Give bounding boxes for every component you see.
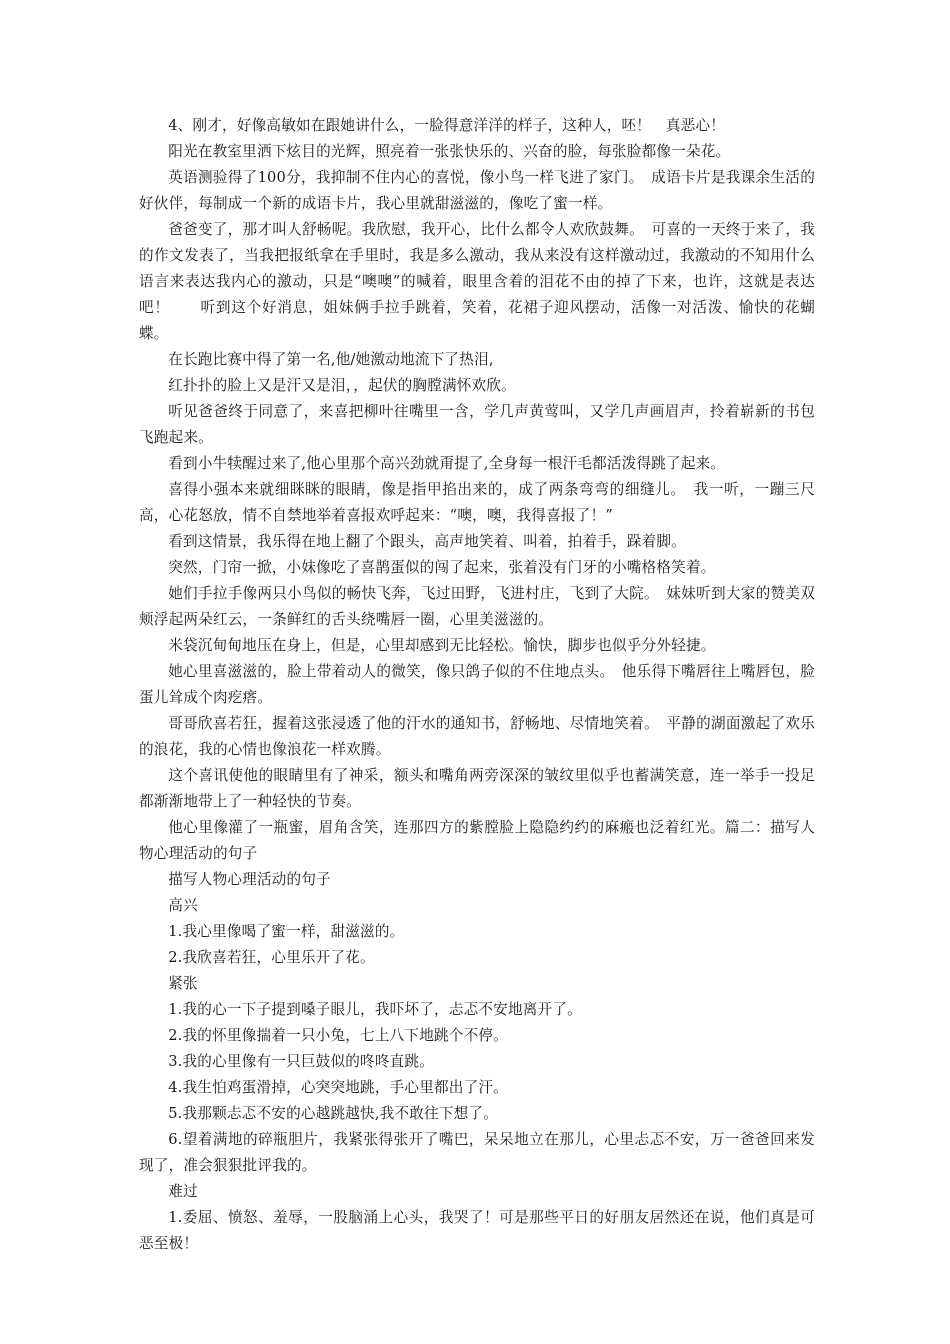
paragraph: 阳光在教室里洒下炫目的光辉，照亮着一张张快乐的、兴奋的脸，每张脸都像一朵花。 [168,143,731,160]
paragraph: 她心里喜滋滋的，脸上带着动人的微笑，像只鸽子似的不住地点头。 他乐得下嘴唇往上嘴唇包，脸蛋儿耸成个肉疙瘩。 [139,663,815,706]
paragraph: 红扑扑的脸上又是汗又是泪，，起伏的胸膛满怀欢欣。 [168,377,516,394]
paragraph: 哥哥欣喜若狂，握着这张浸透了他的汗水的通知书，舒畅地、尽情地笑着。 平静的湖面激起了欢乐的浪花，我的心情也像浪花一样欢腾。 [139,715,815,758]
document-page [139,113,815,1257]
list-item: 6.望着满地的碎瓶胆片，我紧张得张开了嘴巴，呆呆地立在那儿，心里忐忑不安，万一爸爸回来发现了，准会狠狠批评我的。 [139,1131,815,1174]
list-item: 1.我的心一下子提到嗓子眼儿，我吓坏了，忐忑不安地离开了。 [168,1001,582,1018]
category-heading: 紧张 [168,975,198,992]
category-heading: 难过 [168,1183,198,1200]
list-item: 2.我的怀里像揣着一只小兔，七上八下地跳个不停。 [168,1027,508,1044]
paragraph: 在长跑比赛中得了第一名,他/她激动地流下了热泪, [168,351,494,368]
paragraph: 爸爸变了，那才叫人舒畅呢。我欣慰，我开心，比什么都令人欢欣鼓舞。 可喜的一天终于来了，我的作文发表了，当我把报纸拿在手里时，我是多么激动，我从来没有这样激动过，我激动的不知用什么语言来表达我内心的激动，只是“噢噢”的喊着，眼里含着的泪花不由的掉了下来，也许，这就是表达吧！ 听到这个好消息，姐妹俩手拉手跳着，笑着，花裙子迎风摆动，活像一对活泼、愉快的花蝴蝶。 [139,221,815,342]
paragraph: 听见爸爸终于同意了，来喜把柳叶往嘴里一含，学几声黄莺叫，又学几声画眉声，拎着崭新的书包飞跑起来。 [139,403,815,446]
paragraph: 她们手拉手像两只小鸟似的畅快飞奔，飞过田野，飞进村庄，飞到了大院。 妹妹听到大家的赞美双颊浮起两朵红云，一条鲜红的舌头绕嘴唇一圈，心里美滋滋的。 [139,585,815,628]
category-heading: 高兴 [168,897,198,914]
paragraph: 看到这情景，我乐得在地上翻了个跟头，高声地笑着、叫着，拍着手，跺着脚。 [168,533,686,550]
list-item: 2.我欣喜若狂，心里乐开了花。 [168,949,375,966]
paragraph: 突然，门帘一掀，小妹像吃了喜鹊蛋似的闯了起来，张着没有门牙的小嘴格格笑着。 [168,559,716,576]
paragraph: 米袋沉甸甸地压在身上，但是，心里却感到无比轻松。愉快，脚步也似乎分外轻捷。 [168,637,716,654]
paragraph: 喜得小强本来就细眯眯的眼睛，像是指甲掐出来的，成了两条弯弯的细缝儿。 我一听，一蹦三尺高，心花怒放，情不自禁地举着喜报欢呼起来：“噢，噢，我得喜报了！” [139,481,815,524]
list-item: 1.我心里像喝了蜜一样，甜滋滋的。 [168,923,405,940]
list-item: 3.我的心里像有一只巨鼓似的咚咚直跳。 [168,1053,435,1070]
list-item: 4.我生怕鸡蛋滑掉，心突突地跳，手心里都出了汗。 [168,1079,508,1096]
list-item: 1.委屈、愤怒、羞辱，一股脑涌上心头，我哭了！可是那些平日的好朋友居然还在说，他们真是可恶至极！ [139,1209,815,1252]
paragraph: 这个喜讯使他的眼睛里有了神采，额头和嘴角两旁深深的皱纹里似乎也蓄满笑意，连一举手一投足都渐渐地带上了一种轻快的节奏。 [139,767,815,810]
paragraph: 英语测验得了100分，我抑制不住内心的喜悦，像小鸟一样飞进了家门。 成语卡片是我课余生活的好伙伴，每制成一个新的成语卡片，我心里就甜滋滋的，像吃了蜜一样。 [139,169,815,212]
paragraph: 4、刚才，好像高敏如在跟她讲什么，一脸得意洋洋的样子，这种人，呸！ 真恶心！ [168,117,726,134]
paragraph: 看到小牛犊醒过来了,他心里那个高兴劲就甭提了,全身每一根汗毛都活泼得跳了起来。 [168,455,726,472]
paragraph: 他心里像灌了一瓶蜜，眉角含笑，连那四方的紫膛脸上隐隐约约的麻瘢也泛着红光。篇二：描写人物心理活动的句子 [139,819,815,862]
section-heading: 描写人物心理活动的句子 [168,871,331,888]
list-item: 5.我那颗忐忑不安的心越跳越快,我不敢往下想了。 [168,1105,499,1122]
